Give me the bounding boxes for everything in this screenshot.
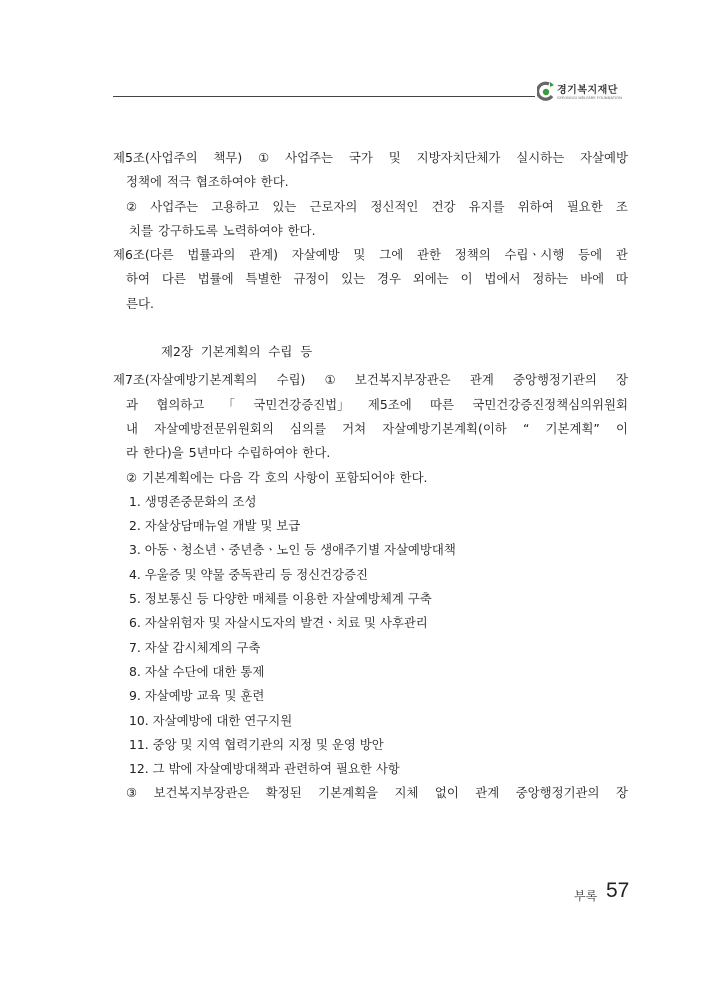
foundation-logo — [537, 80, 637, 108]
text-line: 제6조(다른 법률과의 관계) 자살예방 및 그에 관한 정책의 수립ㆍ시행 등에 관 — [113, 247, 628, 263]
appendix-label: 부록 — [574, 889, 598, 903]
list-item: 5. 정보통신 등 다양한 매체를 이용한 자살예방체계 구축 — [129, 591, 432, 607]
list-item: 3. 아동ㆍ청소년ㆍ중년층ㆍ노인 등 생애주기별 자살예방대책 — [129, 542, 456, 558]
text-line: 제5조(사업주의 책무) ① 사업주는 국가 및 지방자치단체가 실시하는 자살예방 — [113, 150, 628, 165]
list-item: 12. 그 밖에 자살예방대책과 관련하여 필요한 사항 — [129, 761, 400, 777]
text-line: 라 한다)을 5년마다 수립하여야 한다. — [126, 445, 331, 461]
spacer — [113, 316, 628, 340]
list-item: 9. 자살예방 교육 및 훈련 — [129, 688, 265, 704]
page-number: 57 — [606, 879, 630, 902]
text-line: ③ 보건복지부장관은 확정된 기본계획을 지체 없이 관계 중앙행정기관의 장 — [126, 785, 628, 801]
text-line: ② 사업주는 고용하고 있는 근로자의 정신적인 건강 유지를 위하여 필요한 조 — [126, 198, 628, 214]
text-line: 른다. — [126, 295, 154, 311]
document-body — [113, 146, 628, 806]
text-line: 과 협의하고 「 국민건강증진법」 제5조에 따른 국민건강증진정책심의위원회 — [126, 396, 628, 412]
text-line: 정책에 적극 협조하여야 한다. — [126, 174, 289, 190]
list-item: 6. 자살위험자 및 자살시도자의 발견ㆍ치료 및 사후관리 — [129, 615, 428, 631]
list-item: 7. 자살 감시체계의 구축 — [129, 639, 261, 655]
header-rule — [113, 96, 535, 97]
org-name-en: GYEONGGI WELFARE FOUNDATION — [557, 96, 622, 100]
list-item: 1. 생명존중문화의 조성 — [129, 493, 257, 509]
chapter-heading: 제2장 기본계획의 수립 등 — [161, 344, 313, 360]
org-name: 경기복지재단 — [557, 85, 618, 96]
list-item: 10. 자살예방에 대한 연구지원 — [129, 712, 293, 728]
foundation-logo-icon — [537, 81, 555, 103]
list-item: 8. 자살 수단에 대한 통제 — [129, 663, 265, 679]
text-line: ② 기본계획에는 다음 각 호의 사항이 포함되어야 한다. — [126, 469, 428, 485]
list-item: 11. 중앙 및 지역 협력기관의 지정 및 운영 방안 — [129, 736, 384, 752]
text-line: 내 자살예방전문위원회의 심의를 거쳐 자살예방기본계획(이하 “ 기본계획” 이 — [126, 420, 628, 436]
text-line: 하여 다른 법률에 특별한 규정이 있는 경우 외에는 이 법에서 정하는 바에 따 — [126, 271, 628, 287]
list-item: 4. 우울증 및 약물 중독관리 등 정신건강증진 — [129, 566, 368, 582]
text-line: 치를 강구하도록 노력하여야 한다. — [129, 222, 316, 238]
list-item: 2. 자살상담매뉴얼 개발 및 보급 — [129, 518, 301, 534]
text-line: 제7조(자살예방기본계획의 수립) ① 보건복지부장관은 관계 중앙행정기관의 장 — [113, 372, 628, 388]
